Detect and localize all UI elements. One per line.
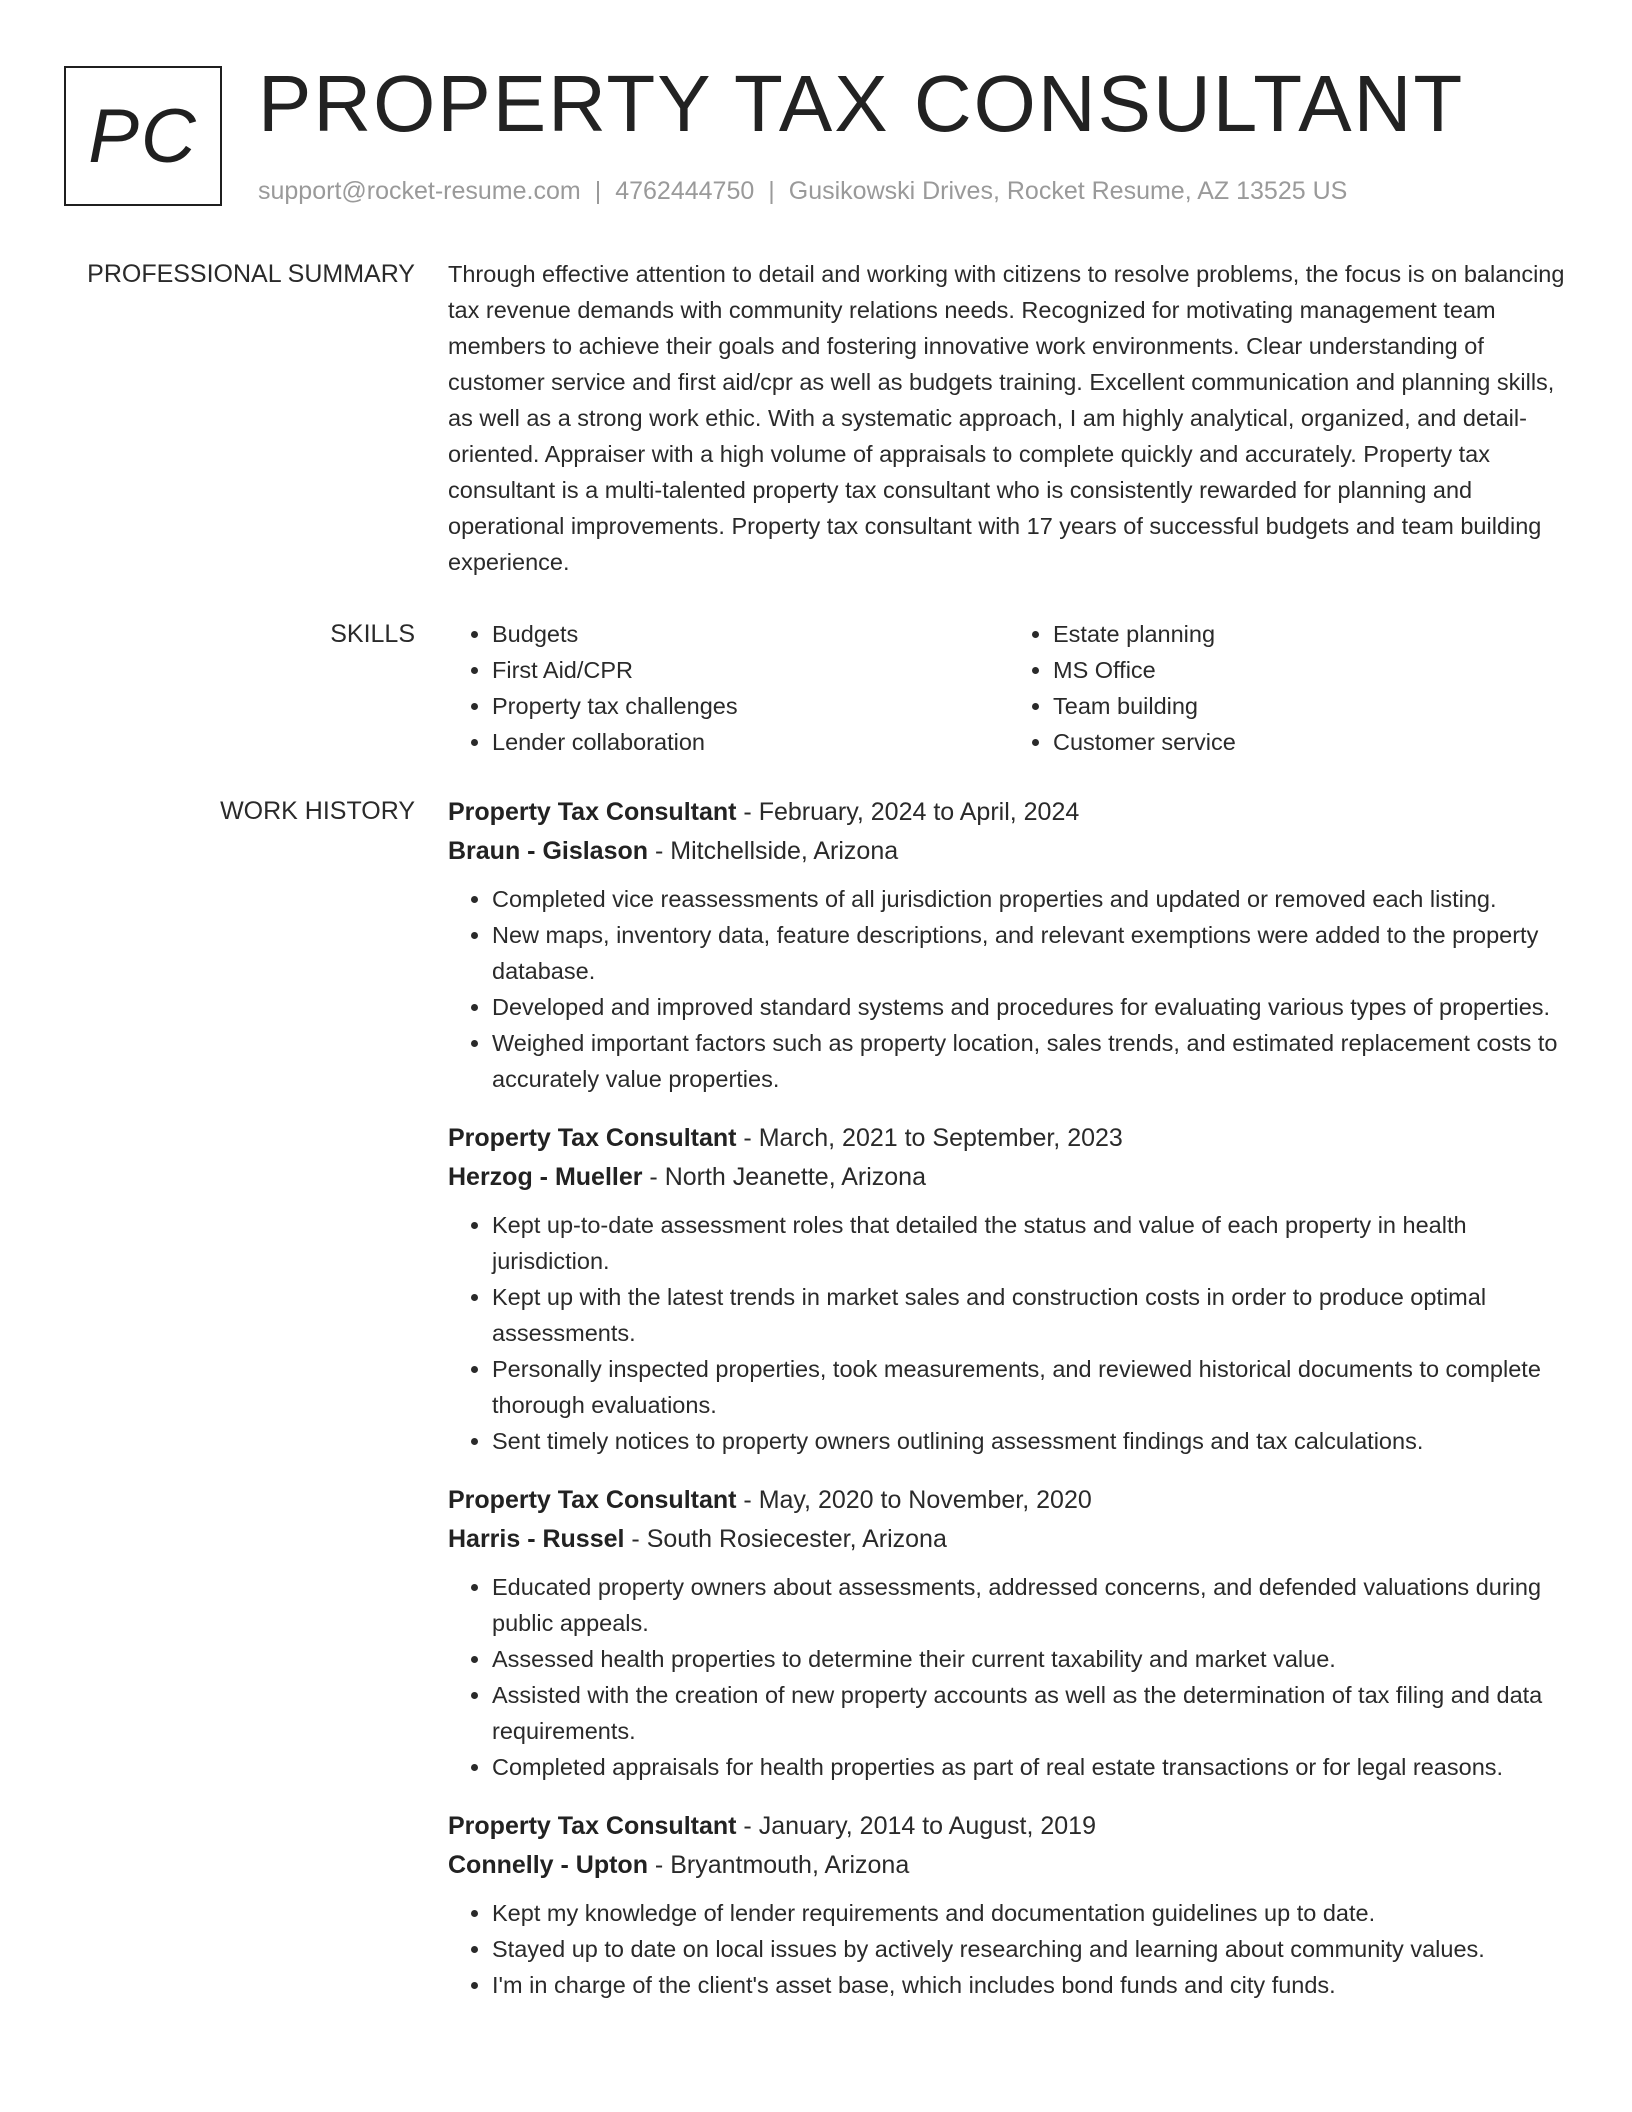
job-company: Braun - Gislason (448, 837, 649, 865)
job-duties (448, 1895, 1570, 2003)
job-company: Connelly - Upton (448, 1851, 648, 1879)
skill-item: • MS Office (1053, 652, 1570, 688)
job-duty: • Completed vice reassessments of all jurisdiction properties and updated or removed each listing. (492, 881, 1570, 917)
job-duty: • Completed appraisals for health properties as part of real estate transactions or for legal reasons. (492, 1749, 1570, 1785)
skill-item: • Budgets (492, 616, 1009, 652)
job-dates: February, 2024 to April, 2024 (758, 798, 1080, 826)
job-company-line (448, 1846, 1570, 1885)
job-duty: • Kept up with the latest trends in market sales and construction costs in order to produce optimal assessments. (492, 1279, 1570, 1351)
job-dates: May, 2020 to November, 2020 (758, 1486, 1092, 1514)
skills-heading: SKILLS (330, 620, 415, 648)
skills-list-right (1009, 616, 1570, 760)
dash: - (624, 1525, 647, 1553)
work-history-body (448, 793, 1570, 2025)
contact-phone: 4762444750 (615, 177, 755, 205)
job-duty: • I'm in charge of the client's asset base, which includes bond funds and city funds. (492, 1967, 1570, 2003)
job-location: North Jeanette, Arizona (664, 1163, 926, 1191)
dash: - (647, 1851, 671, 1879)
skills-body (448, 616, 1570, 760)
job-title: Property Tax Consultant (448, 1124, 737, 1152)
job-title-line (448, 1807, 1570, 1846)
job-duty: • Kept up-to-date assessment roles that detailed the status and value of each property in health jurisdiction. (492, 1207, 1570, 1279)
skill-item: • Estate planning (1053, 616, 1570, 652)
skill-item: • Property tax challenges (492, 688, 1009, 724)
monogram-initials: PC (88, 93, 198, 179)
skill-item: • First Aid/CPR (492, 652, 1009, 688)
dash: - (736, 1124, 759, 1152)
job-title: Property Tax Consultant (448, 1486, 737, 1514)
skill-item: • Team building (1053, 688, 1570, 724)
summary-body (448, 256, 1570, 580)
job-duties (448, 881, 1570, 1097)
dash: - (642, 1163, 665, 1191)
summary-heading: PROFESSIONAL SUMMARY (87, 260, 415, 288)
job-entry (448, 1481, 1570, 1785)
dash: - (648, 837, 671, 865)
job-duty: • Stayed up to date on local issues by actively researching and learning about community values. (492, 1931, 1570, 1967)
job-entry (448, 1807, 1570, 2003)
job-duty: • Sent timely notices to property owners outlining assessment findings and tax calculations. (492, 1423, 1570, 1459)
job-duty: • Educated property owners about assessments, addressed concerns, and defended valuations during public appeals. (492, 1569, 1570, 1641)
contact-separator: | (768, 177, 775, 205)
skill-item: • Lender collaboration (492, 724, 1009, 760)
job-duty: • Assisted with the creation of new property accounts as well as the determination of tax filing and data requirements. (492, 1677, 1570, 1749)
contact-address: Gusikowski Drives, Rocket Resume, AZ 13525 US (788, 177, 1348, 205)
job-title: Property Tax Consultant (448, 1812, 737, 1840)
job-company-line (448, 1520, 1570, 1559)
contact-email: support@rocket-resume.com (258, 177, 581, 205)
skills-columns (448, 616, 1570, 760)
job-duty: • Kept my knowledge of lender requirements and documentation guidelines up to date. (492, 1895, 1570, 1931)
job-duties (448, 1569, 1570, 1785)
dash: - (736, 1486, 759, 1514)
job-duty: • New maps, inventory data, feature descriptions, and relevant exemptions were added to the property database. (492, 917, 1570, 989)
job-location: Mitchellside, Arizona (670, 837, 899, 865)
job-duty: • Weighed important factors such as property location, sales trends, and estimated replacement costs to accurately value properties. (492, 1025, 1570, 1097)
resume-title: PROPERTY TAX CONSULTANT (258, 59, 1465, 148)
skills-list-left (448, 616, 1009, 760)
job-duty: • Developed and improved standard systems and procedures for evaluating various types of properties. (492, 989, 1570, 1025)
job-company-line (448, 1158, 1570, 1197)
job-dates: March, 2021 to September, 2023 (758, 1124, 1123, 1152)
job-duty: • Personally inspected properties, took measurements, and reviewed historical documents to complete thorough evaluations. (492, 1351, 1570, 1423)
job-location: South Rosiecester, Arizona (646, 1525, 947, 1553)
dash: - (736, 798, 759, 826)
skill-item: • Customer service (1053, 724, 1570, 760)
job-title-line (448, 793, 1570, 832)
job-title: Property Tax Consultant (448, 798, 737, 826)
monogram-logo (64, 66, 222, 206)
job-entry (448, 793, 1570, 1097)
job-entry (448, 1119, 1570, 1459)
job-company-line (448, 832, 1570, 871)
job-company: Harris - Russel (448, 1525, 625, 1553)
job-title-line (448, 1481, 1570, 1520)
contact-separator: | (594, 177, 602, 205)
job-company: Herzog - Mueller (448, 1163, 643, 1191)
dash: - (736, 1812, 759, 1840)
job-title-line (448, 1119, 1570, 1158)
work-history-heading: WORK HISTORY (220, 797, 415, 825)
job-dates: January, 2014 to August, 2019 (758, 1812, 1096, 1840)
job-duties (448, 1207, 1570, 1459)
contact-line (258, 174, 1347, 208)
summary-text: Through effective attention to detail and working with citizens to resolve problems, the focus is on balancing tax revenue demands with community relations needs. Recognized for motivating management team members to achieve their goals and fostering innovative work environments. Clear understanding of customer service and first aid/cpr as well as budgets training. Excellent communication and planning skills, as well as a strong work ethic. With a systematic approach, I am highly analytical, organized, and detail-oriented. Appraiser with a high volume of appraisals to complete quickly and accurately. Property tax consultant is a multi-talented property tax consultant who is consistently rewarded for planning and operational improvements. Property tax consultant with 17 years of successful budgets and team building experience. (448, 261, 1565, 575)
job-location: Bryantmouth, Arizona (670, 1851, 910, 1879)
job-duty: • Assessed health properties to determine their current taxability and market value. (492, 1641, 1570, 1677)
